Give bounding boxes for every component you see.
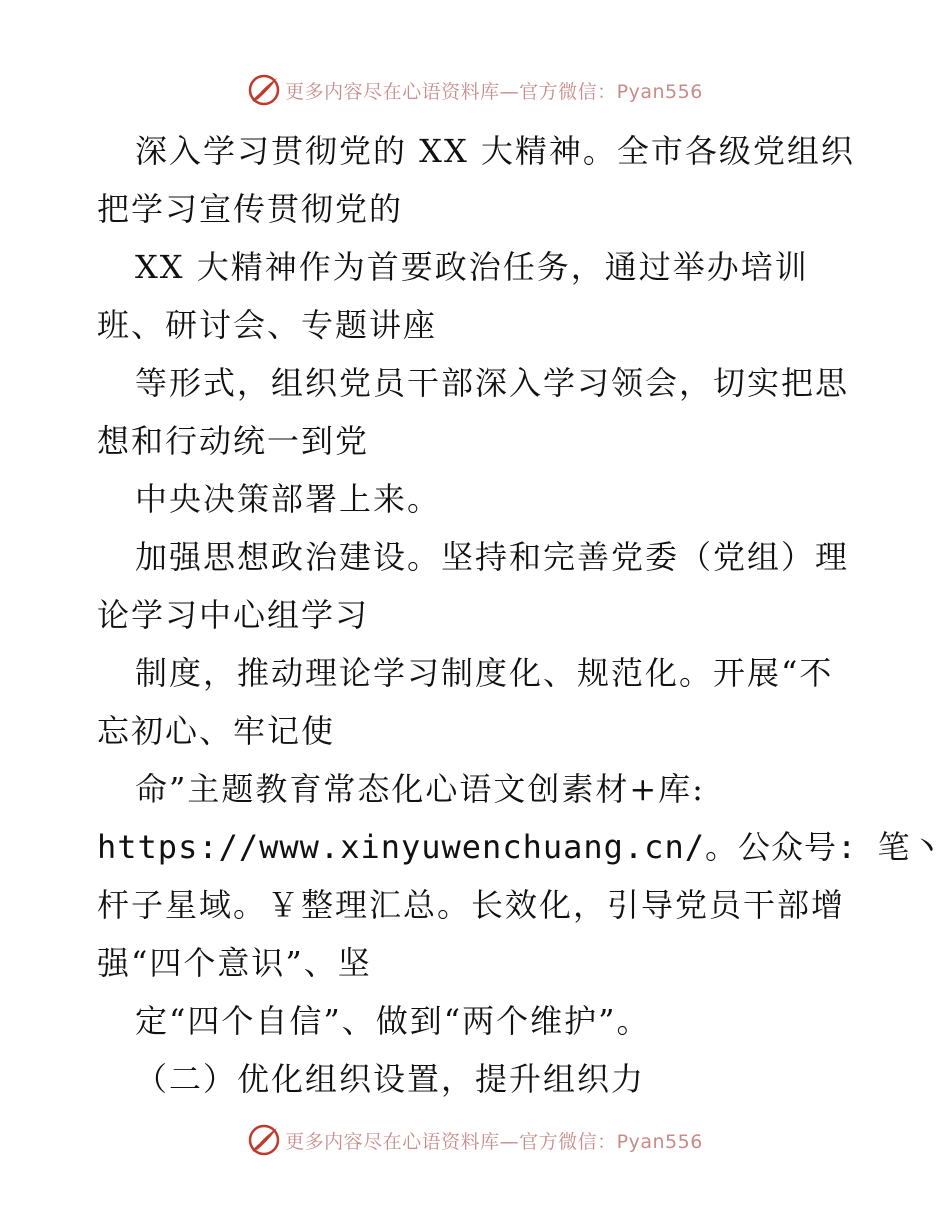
paragraph-line: 忘初心、牢记使 [97,712,336,750]
footer-banner-inner [247,1123,703,1157]
paragraph-line: 强“四个意识”、坚 [97,944,372,982]
quill-logo-icon [247,73,281,107]
paragraph-line: 制度，推动理论学习制度化、规范化。开展“不 [135,654,834,692]
section-heading: （二）优化组织设置，提升组织力 [135,1060,646,1098]
paragraph-line: 把学习宣传贯彻党的 [97,190,404,228]
paragraph-line: XX 大精神作为首要政治任务，通过举办培训 [135,248,809,286]
paragraph-line: 定“四个自信”、做到“两个维护”。 [135,1002,651,1040]
url-line: https://www.xinyuwenchuang.cn/。公众号: 笔丶 [97,828,944,866]
paragraph-line: 杆子星域。￥整理汇总。长效化，引导党员干部增 [97,886,846,924]
paragraph-line: 命”主题教育常态化心语文创素材+库: [135,770,705,808]
header-banner [0,70,950,110]
header-banner-text: 更多内容尽在心语资料库—官方微信：Pyan556 [285,80,703,103]
paragraph-line: 班、研讨会、专题讲座 [97,306,438,344]
paragraph-line: 论学习中心组学习 [97,596,370,634]
paragraph-line: 加强思想政治建设。坚持和完善党委（党组）理 [135,538,850,576]
paragraph-line: 等形式，组织党员干部深入学习领会，切实把思 [135,364,850,402]
paragraph-line: 深入学习贯彻党的 XX 大精神。全市各级党组织 [135,132,855,170]
footer-banner-text: 更多内容尽在心语资料库—官方微信：Pyan556 [285,1130,703,1153]
paragraph-line: 想和行动统一到党 [97,422,370,460]
document-body [97,122,944,1108]
quill-logo-icon [247,1123,281,1157]
header-banner-inner [247,73,703,107]
paragraph-line: 中央决策部署上来。 [135,480,442,518]
footer-banner [0,1120,950,1160]
